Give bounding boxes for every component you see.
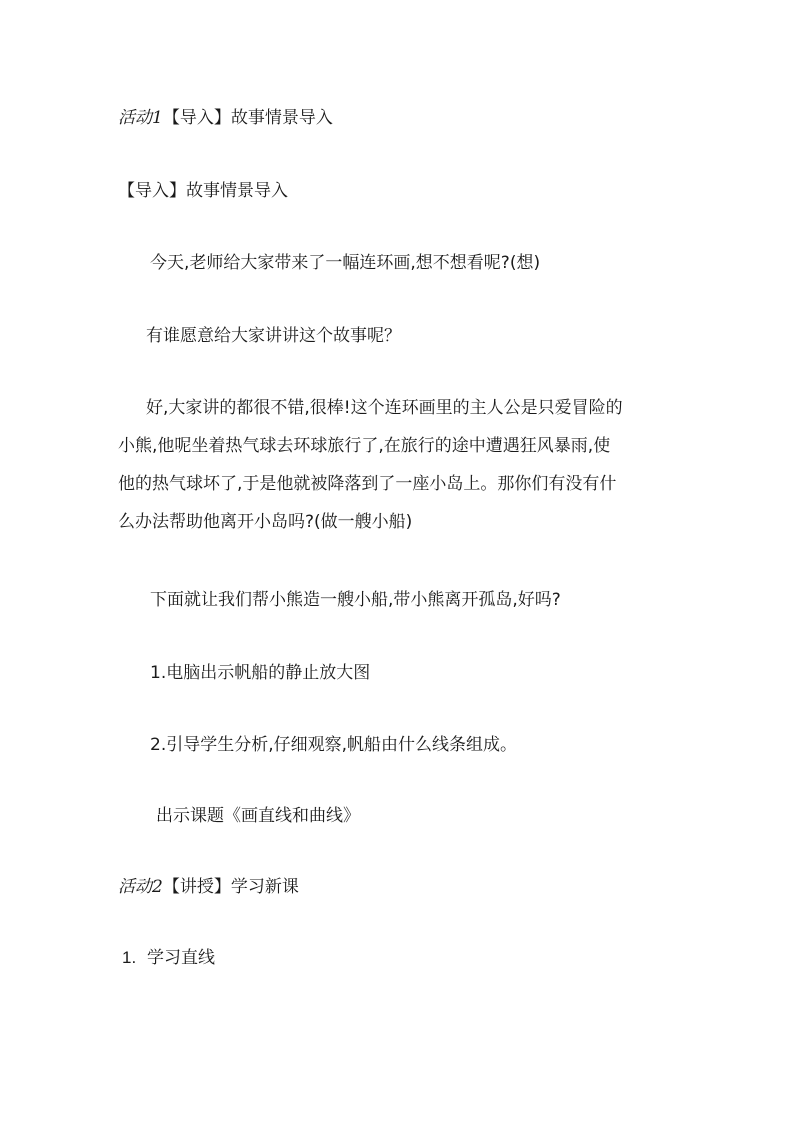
activity-label: 活动 [118,108,152,128]
paragraph-3-line-4: 么办法帮助他离开小岛吗?(做一艘小船) [118,512,413,532]
list-item-1 [122,947,215,969]
activity-1-heading [118,107,333,129]
paragraph-2: 有谁愿意给大家讲讲这个故事呢？ [146,326,401,346]
paragraph-1: 今天,老师给大家带来了一幅连环画,想不想看呢?(想) [150,253,541,273]
activity-title: 【导入】故事情景导入 [162,108,333,128]
lesson-title: 出示课题《画直线和曲线》 [156,806,360,826]
activity-2-heading [118,876,299,898]
activity-number: 2 [152,877,163,897]
paragraph-3-line-2: 小熊,他呢坐着热气球去环球旅行了,在旅行的途中遭遇狂风暴雨,使 [118,436,611,456]
activity-title: 【讲授】学习新课 [162,877,299,897]
list-number: 1. [122,948,137,967]
paragraph-4: 下面就让我们帮小熊造一艘小船,带小熊离开孤岛,好吗? [150,590,561,610]
list-text: 学习直线 [147,948,215,968]
paragraph-3-line-3: 他的热气球坏了,于是他就被降落到了一座小岛上。那你们有没有什 [118,474,617,494]
activity-label: 活动 [118,877,152,897]
step-2: 2.引导学生分析,仔细观察,帆船由什么线条组成。 [150,735,518,755]
activity-number: 1 [152,108,163,128]
paragraph-3-line-1: 好,大家讲的都很不错,很棒!这个连环画里的主人公是只爱冒险的 [146,398,623,418]
step-1: 1.电脑出示帆船的静止放大图 [150,663,371,683]
section-subheading: 【导入】故事情景导入 [118,181,288,201]
